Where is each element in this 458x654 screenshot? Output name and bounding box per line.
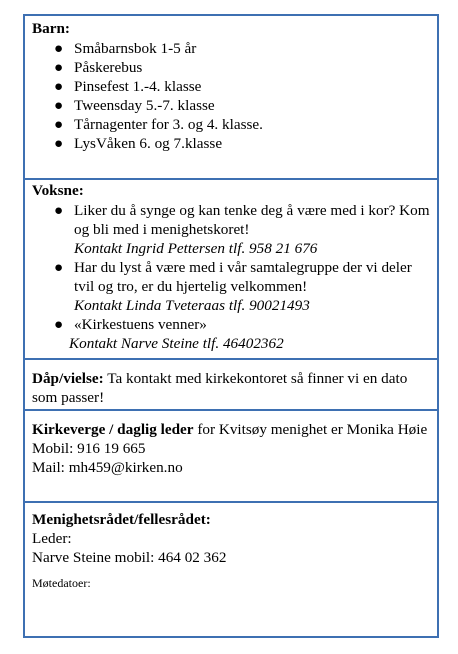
bullet-icon: ● bbox=[54, 135, 64, 152]
council-leader: Narve Steine mobil: 464 02 362 bbox=[32, 549, 227, 566]
list-item-text: Småbarnsbok 1-5 år bbox=[74, 40, 197, 57]
council-meetings-label: Møtedatoer: bbox=[32, 576, 91, 590]
list-item-text: Påskerebus bbox=[74, 59, 143, 76]
group-contact: Kontakt Linda Tveteraas tlf. 90021493 bbox=[74, 297, 310, 314]
friends-text: «Kirkestuens venner» bbox=[74, 316, 207, 333]
choir-contact: Kontakt Ingrid Pettersen tlf. 958 21 676 bbox=[74, 240, 318, 257]
baptism-heading: Dåp/vielse: bbox=[32, 370, 104, 387]
list-item bbox=[32, 39, 431, 58]
list-item bbox=[32, 77, 431, 96]
list-item bbox=[32, 201, 431, 258]
adults-section bbox=[25, 180, 437, 360]
bullet-icon: ● bbox=[54, 116, 64, 133]
adults-list bbox=[32, 201, 431, 334]
list-item bbox=[32, 96, 431, 115]
bullet-icon: ● bbox=[54, 97, 64, 114]
choir-text: Liker du å synge og kan tenke deg å være med i kor? Kom og bli med i menighetskoret! bbox=[74, 202, 430, 238]
children-section bbox=[25, 16, 437, 180]
list-item-text: Tweensday 5.-7. klasse bbox=[74, 97, 215, 114]
council-leader-label: Leder: bbox=[32, 530, 72, 547]
verger-intro bbox=[32, 420, 431, 439]
council-heading: Menighetsrådet/fellesrådet: bbox=[32, 511, 211, 528]
bullet-icon: ● bbox=[54, 59, 64, 76]
verger-heading: Kirkeverge / daglig leder bbox=[32, 421, 194, 438]
baptism-section bbox=[25, 360, 437, 411]
baptism-text: Ta kontakt med kirkekontoret så finner vi en dato som passer! bbox=[32, 370, 408, 406]
info-table bbox=[23, 14, 439, 638]
list-item-text: LysVåken 6. og 7.klasse bbox=[74, 135, 223, 152]
friends-contact: Kontakt Narve Steine tlf. 46402362 bbox=[69, 335, 284, 352]
list-item bbox=[32, 58, 431, 77]
group-text: Har du lyst å være med i vår samtalegruppe der vi deler tvil og tro, er du hjertelig velkommen! bbox=[74, 259, 412, 295]
bullet-icon: ● bbox=[54, 40, 64, 57]
children-list bbox=[32, 39, 431, 153]
bullet-icon: ● bbox=[54, 259, 64, 276]
verger-text: for Kvitsøy menighet er Monika Høie bbox=[193, 421, 428, 438]
list-item bbox=[32, 134, 431, 153]
list-item bbox=[32, 115, 431, 134]
bullet-icon: ● bbox=[54, 316, 64, 333]
adults-heading: Voksne: bbox=[32, 182, 84, 199]
bullet-icon: ● bbox=[54, 78, 64, 95]
list-item-text: Pinsefest 1.-4. klasse bbox=[74, 78, 202, 95]
list-item-text: Tårnagenter for 3. og 4. klasse. bbox=[74, 116, 263, 133]
council-section bbox=[25, 503, 437, 636]
bullet-icon: ● bbox=[54, 202, 64, 219]
verger-mobile: Mobil: 916 19 665 bbox=[32, 440, 146, 457]
list-item bbox=[32, 258, 431, 315]
children-heading: Barn: bbox=[32, 20, 70, 37]
list-item bbox=[32, 315, 431, 334]
verger-section bbox=[25, 411, 437, 503]
verger-mail: Mail: mh459@kirken.no bbox=[32, 459, 183, 476]
